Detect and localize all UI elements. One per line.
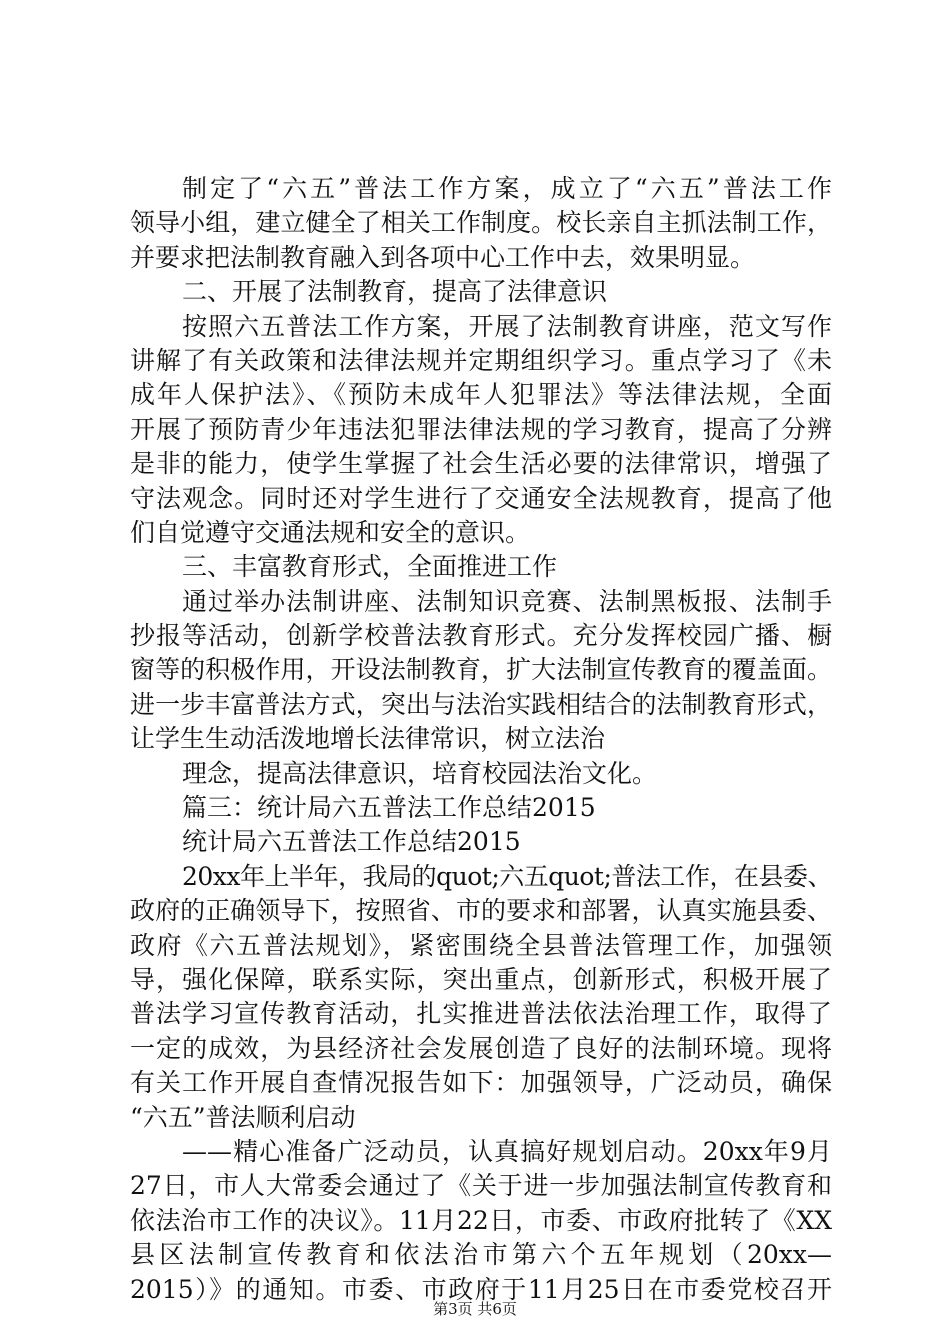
text-line: 政府《六五普法规划》，紧密围绕全县普法管理工作，加强领 xyxy=(130,930,832,960)
text-line: 2015）》的通知。市委、市政府于11月25日在市委党校召开 xyxy=(130,1274,832,1304)
document-body xyxy=(130,172,832,1307)
text-line: 抄报等活动，创新学校普法教育形式。充分发挥校园广播、橱 xyxy=(130,621,832,651)
text-line: 领导小组，建立健全了相关工作制度。校长亲自主抓法制工作， xyxy=(130,208,832,238)
text-line: 篇三：统计局六五普法工作总结2015 xyxy=(182,793,596,823)
text-line: 讲解了有关政策和法律法规并定期组织学习。重点学习了《未 xyxy=(130,345,832,375)
text-line: 二、开展了法制教育，提高了法律意识 xyxy=(182,277,608,307)
text-line: “六五”普法顺利启动 xyxy=(130,1102,356,1132)
text-line: 县区法制宣传教育和依法治市第六个五年规划（20xx— xyxy=(130,1240,832,1270)
text-line: 按照六五普法工作方案，开展了法制教育讲座，范文写作 xyxy=(182,311,832,341)
text-line: 普法学习宣传教育活动，扎实推进普法依法治理工作，取得了 xyxy=(130,999,832,1029)
text-line: 统计局六五普法工作总结2015 xyxy=(182,827,521,857)
text-line: 三、丰富教育形式，全面推进工作 xyxy=(182,552,558,582)
text-line: 并要求把法制教育融入到各项中心工作中去，效果明显。 xyxy=(130,242,756,272)
text-line: 是非的能力，使学生掌握了社会生活必要的法律常识，增强了 xyxy=(130,449,832,479)
page-footer: 第3页 共6页 xyxy=(433,1300,517,1318)
text-line: 27日，市人大常委会通过了《关于进一步加强法制宣传教育和 xyxy=(130,1171,832,1201)
text-line: 窗等的积极作用，开设法制教育，扩大法制宣传教育的覆盖面。 xyxy=(130,655,832,685)
text-line: 制定了“六五”普法工作方案，成立了“六五”普法工作 xyxy=(182,174,832,203)
text-line: 们自觉遵守交通法规和安全的意识。 xyxy=(130,517,531,547)
text-line: 成年人保护法》、《预防未成年人犯罪法》等法律法规，全面 xyxy=(130,380,832,410)
text-line: 导，强化保障，联系实际，突出重点，创新形式，积极开展了 xyxy=(130,964,832,994)
text-line: 让学生生动活泼地增长法律常识，树立法治 xyxy=(130,724,606,754)
text-line: 守法观念。同时还对学生进行了交通安全法规教育，提高了他 xyxy=(130,483,832,513)
text-line: 一定的成效，为县经济社会发展创造了良好的法制环境。现将 xyxy=(130,1033,832,1063)
text-line: 依法治市工作的决议》。11月22日，市委、市政府批转了《XX xyxy=(130,1205,832,1235)
text-line: 进一步丰富普法方式，突出与法治实践相结合的法制教育形式， xyxy=(130,689,832,719)
text-line: 20xx年上半年，我局的quot;六五quot;普法工作，在县委、 xyxy=(182,861,832,891)
text-line: 通过举办法制讲座、法制知识竞赛、法制黑板报、法制手 xyxy=(182,586,832,616)
text-line: ——精心准备广泛动员，认真搞好规划启动。20xx年9月 xyxy=(182,1136,832,1166)
text-line: 开展了预防青少年违法犯罪法律法规的学习教育，提高了分辨 xyxy=(130,414,832,444)
text-line: 理念，提高法律意识，培育校园法治文化。 xyxy=(182,758,658,788)
text-line: 政府的正确领导下，按照省、市的要求和部署，认真实施县委、 xyxy=(130,896,832,926)
text-line: 有关工作开展自查情况报告如下：加强领导，广泛动员，确保 xyxy=(130,1068,832,1098)
